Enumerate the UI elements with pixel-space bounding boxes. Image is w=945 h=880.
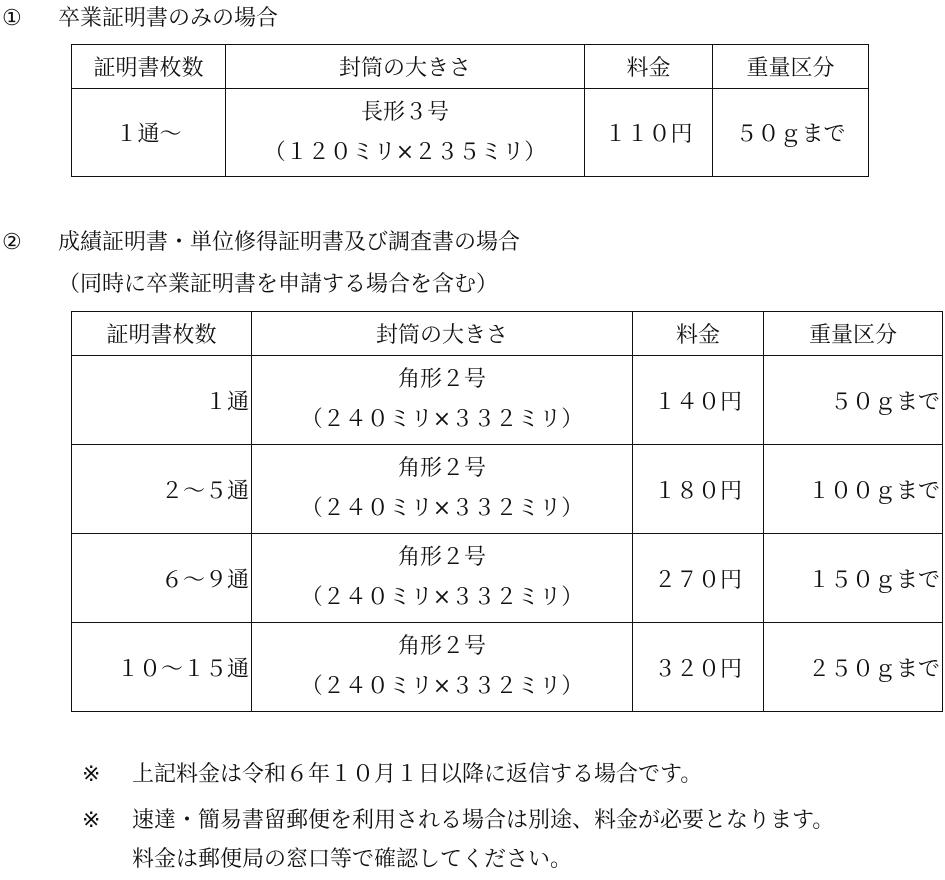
header-weight-class: 重量区分 — [713, 45, 869, 89]
section2-title: 成績証明書・単位修得証明書及び調査書の場合 — [58, 230, 521, 255]
cell-envelope — [252, 356, 633, 445]
cell-weight: ２５０ｇまで — [764, 623, 943, 712]
envelope-type: 長形３号 — [360, 99, 449, 125]
envelope-dimensions: （２４０ミリ×３３２ミリ） — [300, 674, 584, 699]
cell-certificate-count: １通～ — [72, 89, 226, 177]
note-mark: ※ — [82, 762, 101, 787]
cell-weight: １５０ｇまで — [764, 534, 943, 623]
cell-weight: ５０ｇまで — [764, 356, 943, 445]
table-header-row — [72, 45, 869, 89]
table-row — [72, 445, 943, 534]
table-header-row — [72, 312, 943, 356]
table-row — [72, 534, 943, 623]
header-certificate-count: 証明書枚数 — [72, 45, 226, 89]
section2-number: ② — [2, 230, 22, 255]
envelope-type: 角形２号 — [397, 367, 486, 392]
header-certificate-count: 証明書枚数 — [72, 312, 252, 356]
section2-subtitle: （同時に卒業証明書を申請する場合を含む） — [58, 272, 499, 297]
header-fee: 料金 — [633, 312, 764, 356]
cell-certificate-count: １０～１５通 — [72, 623, 252, 712]
note-1 — [82, 760, 702, 790]
cell-weight: １００ｇまで — [764, 445, 943, 534]
cell-fee: １１０円 — [585, 89, 713, 177]
envelope-type: 角形２号 — [397, 456, 486, 481]
cell-certificate-count: １通 — [72, 356, 252, 445]
envelope-dimensions: （２４０ミリ×３３２ミリ） — [300, 496, 584, 521]
cell-fee: ３２０円 — [633, 623, 764, 712]
cell-fee: １８０円 — [633, 445, 764, 534]
cell-certificate-count: ６～９通 — [72, 534, 252, 623]
header-envelope-size: 封筒の大きさ — [226, 45, 585, 89]
header-fee: 料金 — [585, 45, 713, 89]
cell-envelope — [252, 445, 633, 534]
cell-certificate-count: ２～５通 — [72, 445, 252, 534]
cell-envelope — [226, 89, 585, 177]
note-mark: ※ — [82, 808, 101, 833]
section1-title: 卒業証明書のみの場合 — [58, 6, 279, 31]
section2-heading — [2, 228, 520, 258]
envelope-dimensions: （１２０ミリ×２３５ミリ） — [263, 139, 547, 165]
envelope-type: 角形２号 — [397, 545, 486, 570]
envelope-dimensions: （２４０ミリ×３３２ミリ） — [300, 407, 584, 432]
fee-table-transcripts — [71, 311, 943, 712]
note-2-continuation: 料金は郵便局の窓口等で確認してください。 — [132, 847, 573, 872]
envelope-dimensions: （２４０ミリ×３３２ミリ） — [300, 585, 584, 610]
note-2 — [82, 806, 834, 836]
table-row — [72, 89, 869, 177]
section1-number: ① — [2, 6, 22, 31]
header-envelope-size: 封筒の大きさ — [252, 312, 633, 356]
cell-fee: ２７０円 — [633, 534, 764, 623]
fee-table-graduation-only — [71, 44, 869, 177]
cell-envelope — [252, 623, 633, 712]
cell-fee: １４０円 — [633, 356, 764, 445]
envelope-type: 角形２号 — [397, 634, 486, 659]
cell-weight: ５０ｇまで — [713, 89, 869, 177]
note-text: 速達・簡易書留郵便を利用される場合は別途、料金が必要となります。 — [132, 808, 835, 833]
section1-heading — [2, 4, 278, 34]
note-text: 上記料金は令和６年１０月１日以降に返信する場合です。 — [132, 762, 703, 787]
table-row — [72, 356, 943, 445]
table-row — [72, 623, 943, 712]
cell-envelope — [252, 534, 633, 623]
header-weight-class: 重量区分 — [764, 312, 943, 356]
